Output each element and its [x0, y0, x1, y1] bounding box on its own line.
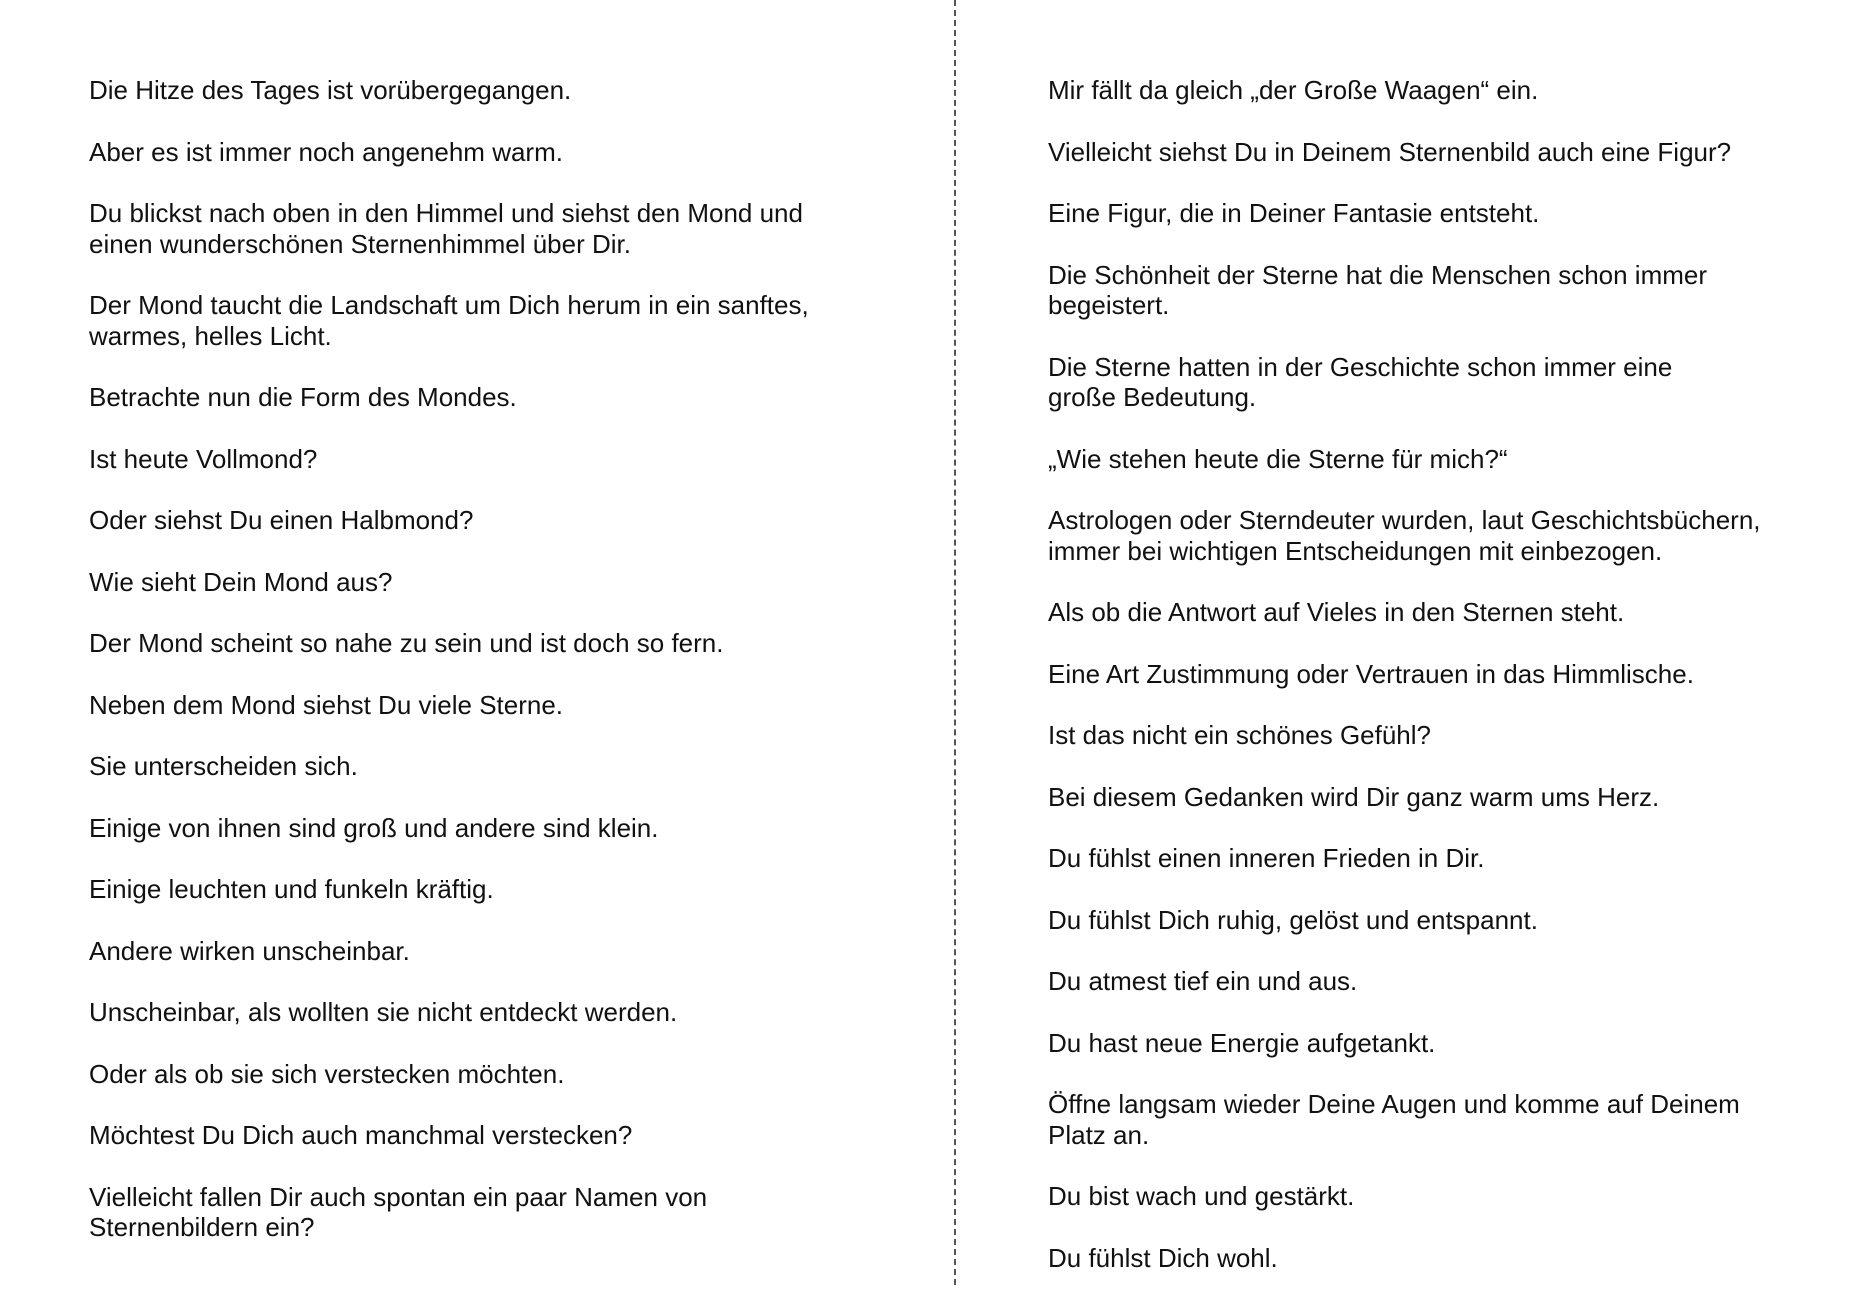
left-paragraph: Möchtest Du Dich auch manchmal verstecken? — [89, 1120, 633, 1150]
left-paragraph: Oder als ob sie sich verstecken möchten. — [89, 1058, 565, 1089]
right-paragraph: Du fühlst Dich wohl. — [1048, 1242, 1278, 1273]
left-paragraph: Andere wirken unscheinbar. — [89, 935, 410, 966]
right-paragraph: Du atmest tief ein und aus. — [1048, 966, 1358, 996]
right-paragraph: Ist das nicht ein schönes Gefühl? — [1048, 720, 1432, 750]
left-paragraph: Einige leuchten und funkeln kräftig. — [89, 874, 494, 904]
left-paragraph: Die Hitze des Tages ist vorübergegangen. — [89, 75, 572, 105]
right-paragraph: Astrologen oder Sterndeuter wurden, laut Geschichtsbüchern, immer bei wichtigen Entscheidungen mit einbezogen. — [1048, 505, 1761, 566]
left-paragraph: Du blickst nach oben in den Himmel und siehst den Mond und einen wunderschönen Sternenhimmel über Dir. — [89, 198, 803, 259]
right-paragraph: Du bist wach und gestärkt. — [1048, 1181, 1355, 1211]
right-paragraph: Vielleicht siehst Du in Deinem Sternenbild auch eine Figur? — [1048, 136, 1732, 167]
left-paragraph: Oder siehst Du einen Halbmond? — [89, 505, 474, 535]
left-paragraph: Einige von ihnen sind groß und andere sind klein. — [89, 812, 659, 843]
right-paragraph: Eine Figur, die in Deiner Fantasie entsteht. — [1048, 198, 1540, 228]
left-paragraph: Wie sieht Dein Mond aus? — [89, 566, 393, 597]
left-paragraph: Sie unterscheiden sich. — [89, 751, 358, 781]
right-paragraph: Du fühlst einen inneren Frieden in Dir. — [1048, 843, 1485, 873]
left-paragraph: Der Mond scheint so nahe zu sein und ist doch so fern. — [89, 628, 724, 658]
left-text-column — [89, 75, 869, 1274]
right-paragraph: Mir fällt da gleich „der Große Waagen“ ein. — [1048, 75, 1539, 105]
right-paragraph: Die Schönheit der Sterne hat die Menschen schon immer begeistert. — [1048, 259, 1708, 320]
right-text-column — [1048, 75, 1838, 1304]
right-paragraph: Als ob die Antwort auf Vieles in den Sternen steht. — [1048, 597, 1625, 627]
left-paragraph: Der Mond taucht die Landschaft um Dich herum in ein sanftes, warmes, helles Licht. — [89, 290, 809, 351]
left-paragraph: Betrachte nun die Form des Mondes. — [89, 382, 517, 412]
right-paragraph: Du hast neue Energie aufgetankt. — [1048, 1027, 1436, 1058]
dashed-column-divider — [954, 0, 956, 1285]
right-paragraph: Du fühlst Dich ruhig, gelöst und entspannt. — [1048, 904, 1538, 935]
left-paragraph: Vielleicht fallen Dir auch spontan ein paar Namen von Sternenbildern ein? — [89, 1181, 708, 1242]
left-paragraph: Unscheinbar, als wollten sie nicht entdeckt werden. — [89, 997, 678, 1027]
left-paragraph: Neben dem Mond siehst Du viele Sterne. — [89, 689, 564, 720]
right-paragraph: Eine Art Zustimmung oder Vertrauen in das Himmlische. — [1048, 658, 1694, 689]
left-paragraph: Ist heute Vollmond? — [89, 443, 318, 474]
right-paragraph: Öffne langsam wieder Deine Augen und komme auf Deinem Platz an. — [1048, 1089, 1740, 1150]
right-paragraph: Bei diesem Gedanken wird Dir ganz warm ums Herz. — [1048, 781, 1660, 812]
right-paragraph: „Wie stehen heute die Sterne für mich?“ — [1048, 443, 1508, 474]
right-paragraph: Die Sterne hatten in der Geschichte schon immer eine große Bedeutung. — [1048, 351, 1673, 412]
left-paragraph: Aber es ist immer noch angenehm warm. — [89, 136, 563, 167]
